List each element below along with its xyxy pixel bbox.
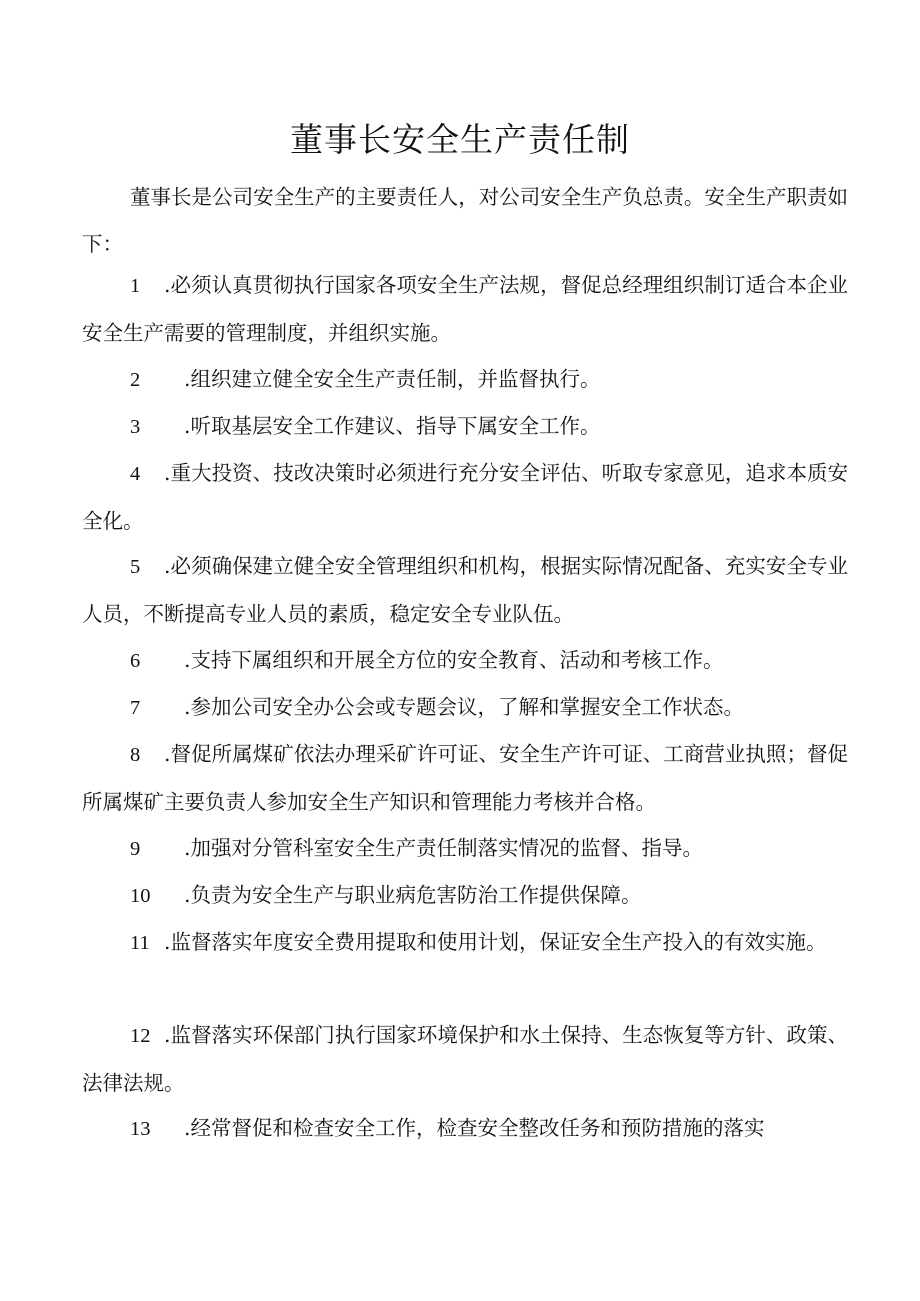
item-number: 2 [130,369,141,391]
document-title: 董事长安全生产责任制 [290,120,630,159]
item-number: 13 [130,1118,151,1140]
item-number: 4 [130,463,141,485]
item-text: .支持下属组织和开展全方位的安全教育、活动和考核工作。 [184,648,724,672]
item-text: .参加公司安全办公会或专题会议，了解和掌握安全工作状态。 [184,695,745,719]
item-number: 5 [130,556,141,578]
list-item [82,684,848,732]
intro-paragraph [82,174,848,267]
list-item [82,872,848,920]
item-text: .监督落实环保部门执行国家环境保护和水土保持、生态恢复等方针、政策、法律法规。 [82,1023,848,1095]
item-text: .听取基层安全工作建议、指导下属安全工作。 [184,414,601,438]
item-text: .督促所属煤矿依法办理采矿许可证、安全生产许可证、工商营业执照；督促所属煤矿主要负责人参加安全生产知识和管理能力考核并合格。 [82,742,848,814]
item-number: 3 [130,416,141,438]
item-number: 9 [130,838,141,860]
list-item [82,403,848,451]
list-item [82,543,848,637]
list-item [82,262,848,356]
item-number: 8 [130,744,141,766]
item-number: 6 [130,650,141,672]
list-item [82,450,848,544]
list-item [82,919,848,967]
item-text: .必须认真贯彻执行国家各项安全生产法规，督促总经理组织制订适合本企业安全生产需要的管理制度，并组织实施。 [82,273,848,345]
intro-text: 董事长是公司安全生产的主要责任人，对公司安全生产负总责。安全生产职责如下： [82,185,848,256]
item-text: .重大投资、技改决策时必须进行充分安全评估、听取专家意见，追求本质安全化。 [82,461,848,533]
item-number: 12 [130,1025,151,1047]
list-item [82,356,848,404]
list-item [82,1012,848,1106]
list-item [82,731,848,825]
list-item [82,637,848,685]
list-item [82,825,848,873]
item-number: 7 [130,697,141,719]
list-item [82,1105,848,1153]
item-text: .加强对分管科室安全生产责任制落实情况的监督、指导。 [184,836,704,860]
item-text: .组织建立健全安全生产责任制，并监督执行。 [184,367,601,391]
item-text: .负责为安全生产与职业病危害防治工作提供保障。 [184,883,642,907]
item-text: .必须确保建立健全安全管理组织和机构，根据实际情况配备、充实安全专业人员，不断提高专业人员的素质，稳定安全专业队伍。 [82,554,848,626]
item-text: .监督落实年度安全费用提取和使用计划，保证安全生产投入的有效实施。 [164,930,827,954]
item-number: 11 [130,932,150,954]
item-number: 10 [130,885,151,907]
item-text: .经常督促和检查安全工作，检查安全整改任务和预防措施的落实 [184,1116,765,1140]
item-number: 1 [130,275,141,297]
